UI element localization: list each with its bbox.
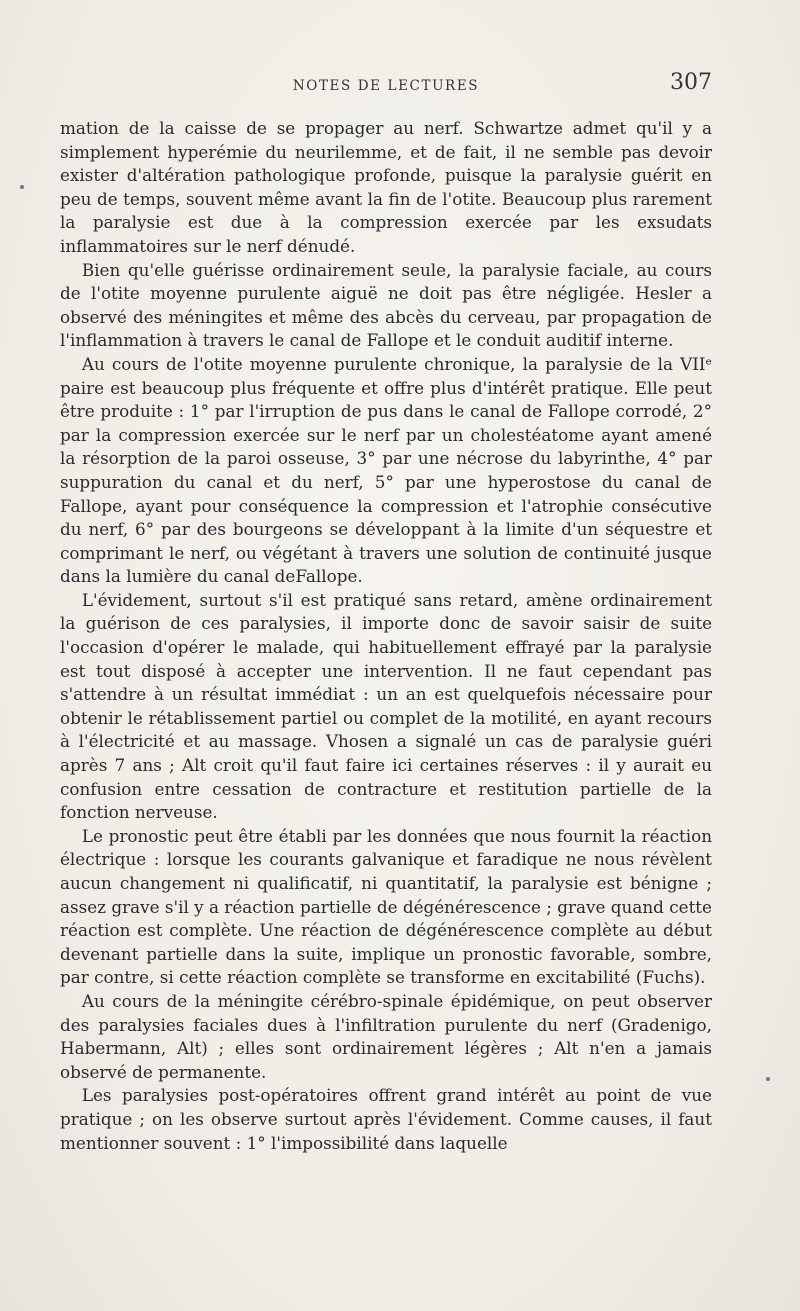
margin-speck: [20, 185, 24, 189]
running-head: NOTES DE LECTURES: [292, 78, 480, 94]
paragraph: Bien qu'elle guérisse ordinairement seule, la paralysie faciale, au cours de l'otite moyenne purulente aiguë ne doit pas être négligée. Hesler a observé des méningites et même des abcès du cerveau, par propagation de l'inflammation à travers le canal de Fallope et le conduit auditif interne.: [60, 259, 712, 351]
page-header: [60, 70, 712, 100]
paragraph: L'évidement, surtout s'il est pratiqué sans retard, amène ordinairement la guérison de ces paralysies, il importe donc de savoir saisir de suite l'occasion d'opérer le malade, qui habituellement effrayé par la paralysie est tout disposé à accepter une intervention. Il ne faut cependant pas s'attendre à un résultat immédiat : un an est quelquefois nécessaire pour obtenir le rétablissement partiel ou complet de la motilité, en ayant recours à l'électricité et au massage. Vhosen a signalé un cas de paralysie guéri après 7 ans ; Alt croit qu'il faut faire ici certaines réserves : il y aurait eu confusion entre cessation de contracture et restitution partielle de la fonction nerveuse.: [60, 589, 712, 823]
paragraph: Au cours de la méningite cérébro-spinale épidémique, on peut observer des paralysies faciales dues à l'infiltration purulente du nerf (Gradenigo, Habermann, Alt) ; elles sont ordinairement légères ; Alt n'en a jamais observé de permanente.: [60, 990, 712, 1082]
paragraph: Au cours de l'otite moyenne purulente chronique, la paralysie de la VIIᵉ paire est beaucoup plus fréquente et offre plus d'intérêt pratique. Elle peut être produite : 1° par l'irruption de pus dans le canal de Fallope corrodé, 2° par la compression exercée sur le nerf par un cholestéatome ayant amené la résorption de la paroi osseuse, 3° par une nécrose du labyrinthe, 4° par suppuration du canal et du nerf, 5° par une hyperostose du canal de Fallope, ayant pour conséquence la compression et l'atrophie consécutive du nerf, 6° par des bourgeons se développant à la limite d'un séquestre et comprimant le nerf, ou végétant à travers une solution de continuité jusque dans la lumière du canal deFallope.: [60, 353, 712, 587]
paragraph: Les paralysies post-opératoires offrent grand intérêt au point de vue pratique ; on les observe surtout après l'évidement. Comme causes, il faut mentionner souvent : 1° l'impossibilité dans laquelle: [60, 1085, 712, 1153]
body-text: [60, 117, 712, 1155]
page-number: 307: [670, 70, 712, 95]
margin-speck: [766, 1077, 770, 1081]
paragraph: mation de la caisse de se propager au nerf. Schwartze admet qu'il y a simplement hyperémie du neurilemme, et de fait, il ne semble pas devoir exister d'altération pathologique profonde, puisque la paralysie guérit en peu de temps, souvent même avant la fin de l'otite. Beaucoup plus rarement la paralysie est due à la compression exercée par les exsudats inflammatoires sur le nerf dénudé.: [60, 118, 712, 256]
paragraph: Le pronostic peut être établi par les données que nous fournit la réaction électrique : lorsque les courants galvanique et faradique ne nous révèlent aucun changement ni qualificatif, ni quantitatif, la paralysie est bénigne ; assez grave s'il y a réaction partielle de dégénérescence ; grave quand cette réaction est complète. Une réaction de dégénérescence complète au début devenant partielle dans la suite, implique un pronostic favorable, sombre, par contre, si cette réaction complète se transforme en excitabilité (Fuchs).: [60, 825, 712, 988]
